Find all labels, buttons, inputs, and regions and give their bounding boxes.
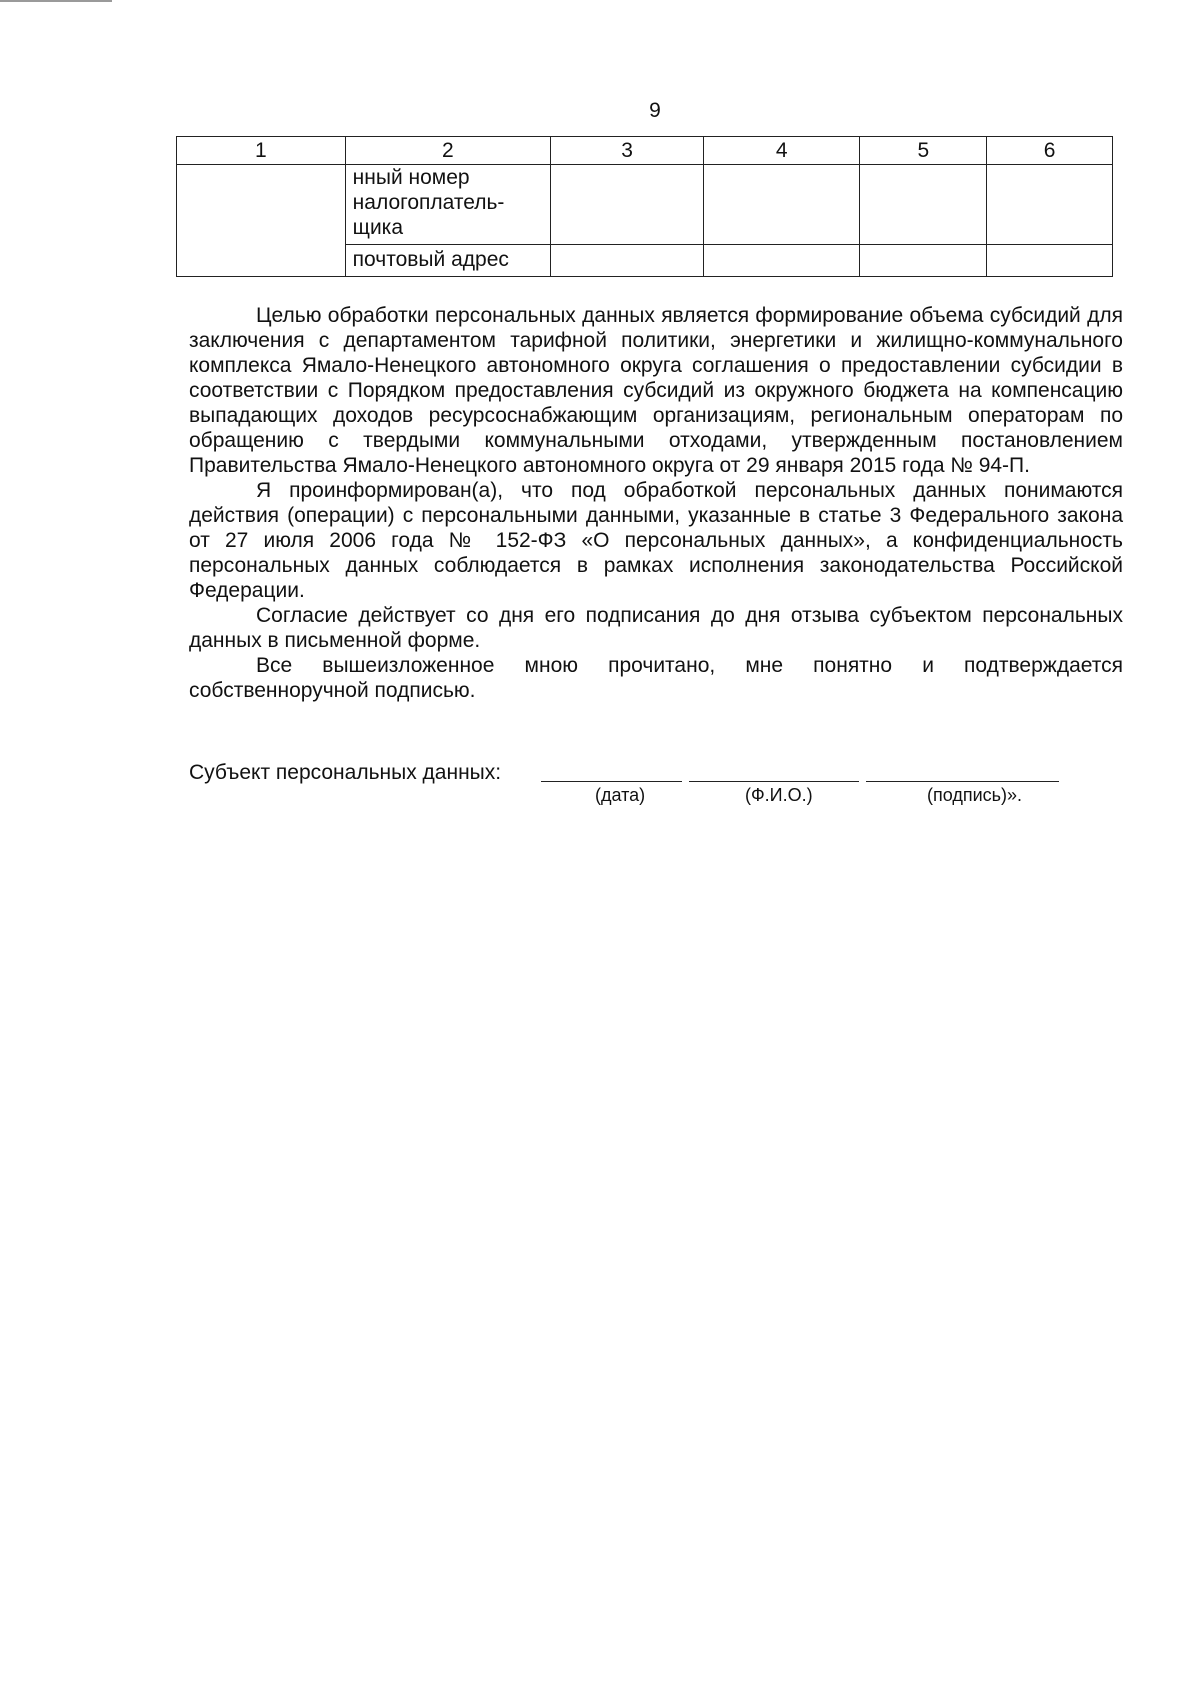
table-cell (551, 245, 704, 277)
table-cell (987, 165, 1113, 245)
table-cell (551, 165, 704, 245)
signature-label: Субъект персональных данных: (189, 761, 502, 784)
table-header-cell: 2 (345, 137, 550, 165)
table-header-row (177, 137, 1113, 165)
signature-blank-line (866, 781, 1059, 782)
table-cell (704, 165, 860, 245)
table-cell (860, 245, 987, 277)
table-header-cell: 4 (704, 137, 860, 165)
consent-body (189, 303, 1123, 703)
name-blank-line (689, 781, 859, 782)
data-table (176, 136, 1113, 277)
table-header-cell: 5 (860, 137, 987, 165)
table-cell-inn-label: нный номер налогоплатель- щика (345, 165, 550, 245)
date-blank-line (541, 781, 682, 782)
table-header-cell: 1 (177, 137, 346, 165)
signature-caption: (подпись)». (927, 785, 1023, 805)
purpose-paragraph: Целью обработки персональных данных является формирование объема субсидий для заключения с департаментом тарифной политики, энергетики и жилищно-коммунального комплекса Ямало-Ненецкого автономного округа соглашения о предоставлении субсидии в соответствии с Порядком предоставления субсидий из окружного бюджета на компенсацию выпадающих доходов ресурсоснабжающим организациям, региональным операторам по обращению с твердыми коммунальными отходами, утвержденным постановлением Правительства Ямало-Ненецкого автономного округа от 29 января 2015 года № 94-П. (189, 304, 1123, 477)
table-header-cell: 6 (987, 137, 1113, 165)
scan-edge-mark (0, 0, 112, 2)
page-number: 9 (649, 99, 661, 122)
table-cell (704, 245, 860, 277)
table-cell (860, 165, 987, 245)
informed-paragraph: Я проинформирован(а), что под обработкой персональных данных понимаются действия (операции) с персональными данными, указанные в статье 3 Федерального закона от 27 июля 2006 года № 152-ФЗ «О персональных данных», а конфиденциальность персональных данных соблюдается в рамках исполнения законодательства Российской Федерации. (189, 479, 1123, 602)
confirmation-paragraph: Все вышеизложенное мною прочитано, мне понятно и подтверждается собственноручной подписью. (189, 654, 1123, 702)
table-cell-address-label: почтовый адрес (345, 245, 550, 277)
validity-paragraph: Согласие действует со дня его подписания до дня отзыва субъектом персональных данных в письменной форме. (189, 604, 1123, 652)
table-cell (987, 245, 1113, 277)
name-caption: (Ф.И.О.) (745, 785, 813, 805)
table-cell (177, 165, 346, 277)
table-header-cell: 3 (551, 137, 704, 165)
table-row (177, 165, 1113, 245)
date-caption: (дата) (595, 785, 646, 805)
